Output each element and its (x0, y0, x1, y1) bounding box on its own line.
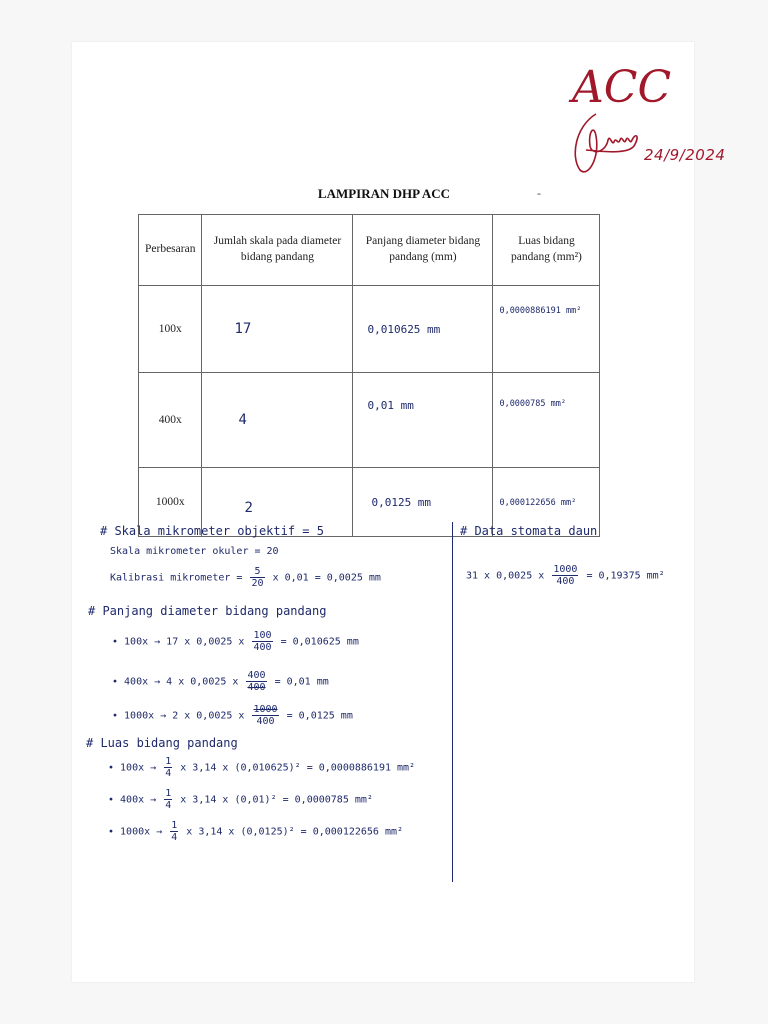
calc-area-100x: • 100x → $\frac{1}{4}$ x 3,14 x (0,010625)² = 0,0000886191 mm² (108, 756, 416, 779)
note-objective-scale: # Skala mikrometer objektif = 5 (100, 524, 324, 538)
calc-diameter-400x: • 400x → 4 x 0,0025 x $\frac{400}{400}$ = 0,01 mm (112, 670, 329, 693)
area-value: 0,0000886191 mm² (499, 306, 582, 316)
fraction: $\frac{400}{400}$ (247, 670, 266, 693)
header-area: Luas bidang pandang (mm²) (493, 215, 600, 286)
table-header-row (139, 215, 600, 286)
area-value: 0,000122656 mm² (499, 498, 577, 508)
diameter-value: 0,0125 mm (371, 495, 432, 509)
cell-count (202, 286, 353, 373)
cell-area (493, 373, 600, 468)
results-table (138, 214, 600, 537)
cell-magnification: 100x (139, 286, 202, 373)
calc-diameter-100x: • 100x → 17 x 0,0025 x $\frac{100}{400}$ = 0,010625 mm (112, 630, 359, 653)
title-mark: - (537, 186, 541, 200)
approval-mark: ACC (572, 62, 672, 113)
calc-diameter-1000x: • 1000x → 2 x 0,0025 x $\frac{1000}{400}$ = 0,0125 mm (112, 704, 353, 727)
calc-area-400x: • 400x → $\frac{1}{4}$ x 3,14 x (0,01)² = 0,0000785 mm² (108, 788, 373, 811)
cell-count (202, 373, 353, 468)
fraction: $\frac{1000}{400}$ (553, 564, 578, 587)
diameter-value: 0,010625 mm (367, 322, 441, 336)
count-value: 4 (238, 412, 247, 428)
calc-area-1000x: • 1000x → $\frac{1}{4}$ x 3,14 x (0,0125)² = 0,000122656 mm² (108, 820, 404, 843)
handwritten-signature (566, 106, 656, 186)
heading-stomata: # Data stomata daun (460, 524, 598, 538)
column-divider (452, 522, 453, 882)
fraction: $\frac{1}{4}$ (171, 820, 178, 843)
count-value: 2 (244, 500, 253, 516)
cell-area (493, 286, 600, 373)
note-calibration: Kalibrasi mikrometer = $\frac{5}{20}$ x 0,01 = 0,0025 mm (110, 566, 381, 589)
fraction: $\frac{1}{4}$ (165, 788, 172, 811)
cell-magnification: 1000x (139, 468, 202, 537)
fraction: $\frac{5}{20}$ (251, 566, 264, 589)
table-row (139, 373, 600, 468)
header-magnification: Perbesaran (139, 215, 202, 286)
cell-diameter (353, 286, 493, 373)
fraction: $\frac{100}{400}$ (253, 630, 272, 653)
area-value: 0,0000785 mm² (499, 399, 566, 409)
header-scale-count: Jumlah skala pada diameter bidang pandang (202, 215, 353, 286)
approval-signature (566, 62, 726, 196)
cell-diameter (353, 373, 493, 468)
approval-date: 24/9/2024 (644, 146, 726, 164)
note-ocular-scale: Skala mikrometer okuler = 20 (110, 546, 279, 557)
count-value: 17 (234, 321, 252, 337)
fraction: $\frac{1000}{400}$ (253, 704, 278, 727)
document-title: LAMPIRAN DHP ACC (317, 186, 451, 201)
heading-area: # Luas bidang pandang (86, 736, 238, 750)
fraction: $\frac{1}{4}$ (165, 756, 172, 779)
diameter-value: 0,01 mm (367, 399, 414, 412)
header-diameter: Panjang diameter bidang pandang (mm) (353, 215, 493, 286)
cell-magnification: 400x (139, 373, 202, 468)
calc-stomata-density: 31 x 0,0025 x $\frac{1000}{400}$ = 0,19375 mm² (466, 564, 665, 587)
table-row (139, 286, 600, 373)
heading-diameter: # Panjang diameter bidang pandang (88, 604, 327, 618)
